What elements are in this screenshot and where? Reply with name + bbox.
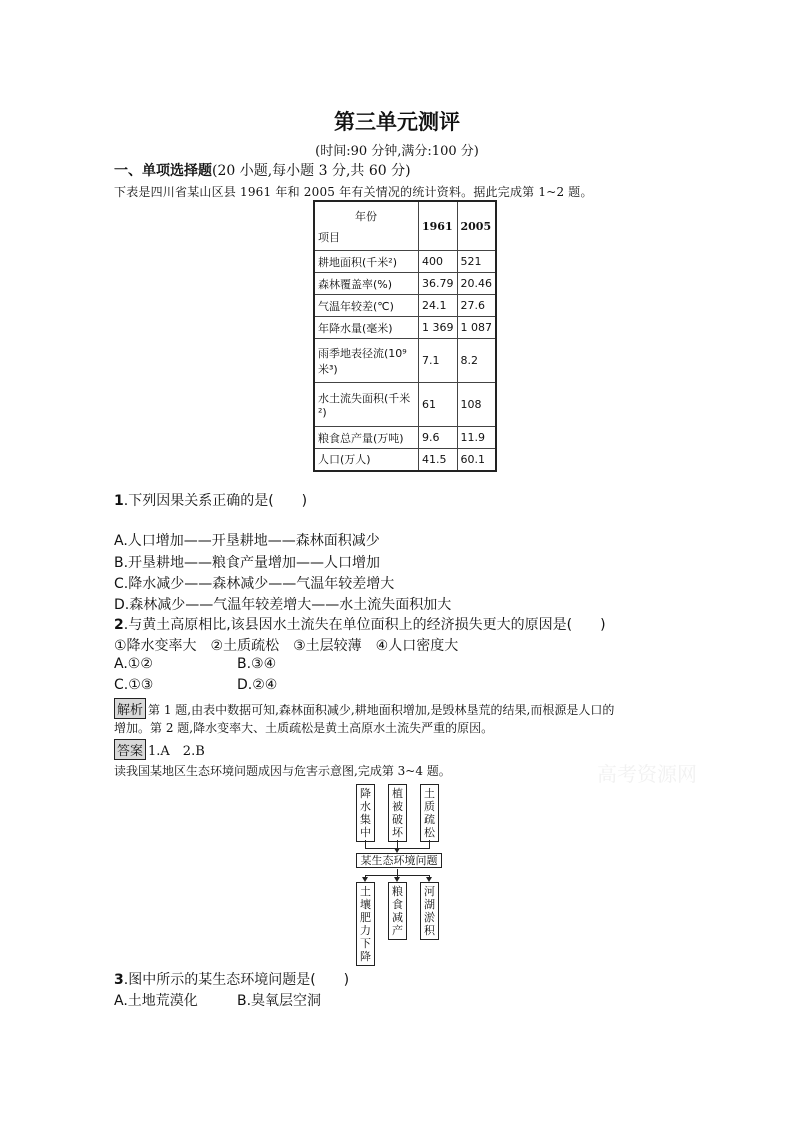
row-value-2005: 20.46 (457, 273, 496, 295)
row-value-1961: 41.5 (419, 449, 458, 471)
row-item: 粮食总产量(万吨) (314, 427, 419, 449)
row-item: 年降水量(毫米) (314, 317, 419, 339)
header-year-2005: 2005 (457, 201, 496, 251)
row-value-1961: 400 (419, 251, 458, 273)
page-title: 第三单元测评 (334, 109, 460, 134)
center-problem-box: 某生态环境问题 (356, 853, 442, 868)
q2-choices: ①降水变率大 ②土质疏松 ③土层较薄 ④人口密度大 (114, 638, 459, 654)
cause-effect-diagram (352, 784, 452, 963)
analysis-line-1 (114, 698, 614, 719)
row-value-2005: 60.1 (457, 449, 496, 471)
section-detail: (20 小题,每小题 3 分,共 60 分) (212, 163, 411, 179)
table-row (314, 251, 496, 273)
row-value-2005: 11.9 (457, 427, 496, 449)
question-text: .图中所示的某生态环境问题是( ) (123, 972, 350, 988)
q2-option-b[interactable]: B.③④ (237, 656, 277, 672)
question-2-stem (114, 614, 606, 634)
header-item-label: 项目 (318, 231, 340, 244)
row-value-1961: 9.6 (419, 427, 458, 449)
row-value-1961: 1 369 (419, 317, 458, 339)
q1-option-c[interactable]: C.降水减少——森林减少——气温年较差增大 (114, 576, 395, 592)
effect-box-1: 土壤肥力下降 (356, 882, 375, 966)
watermark: 高考资源网 (597, 762, 697, 786)
analysis-tag: 解析 (114, 698, 146, 719)
q2-option-d[interactable]: D.②④ (237, 677, 278, 693)
question-3-stem (114, 969, 349, 989)
table-row (314, 449, 496, 471)
section-heading (114, 160, 411, 180)
question-number: 1 (114, 493, 124, 509)
row-item: 森林覆盖率(%) (314, 273, 419, 295)
table-header-row (314, 201, 496, 251)
row-item: 雨季地表径流(10⁹米³) (314, 339, 419, 383)
row-value-1961: 61 (419, 383, 458, 427)
table-row (314, 383, 496, 427)
statistics-table (313, 200, 497, 472)
cause-box-2: 植被破坏 (388, 784, 407, 842)
answer-text: 1.A 2.B (148, 744, 205, 759)
answer-line (114, 739, 205, 760)
q1-option-d[interactable]: D.森林减少——气温年较差增大——水土流失面积加大 (114, 597, 452, 613)
table-row (314, 339, 496, 383)
cause-box-1: 降水集中 (356, 784, 375, 842)
table-row (314, 427, 496, 449)
q1-option-b[interactable]: B.开垦耕地——粮食产量增加——人口增加 (114, 555, 381, 571)
q3-option-b[interactable]: B.臭氧层空洞 (237, 993, 322, 1009)
answer-tag: 答案 (114, 739, 146, 760)
table-corner-cell (314, 201, 419, 251)
question-text: .下列因果关系正确的是( ) (123, 493, 308, 509)
row-value-1961: 7.1 (419, 339, 458, 383)
question-text: .与黄土高原相比,该县因水土流失在单位面积上的经济损失更大的原因是( ) (123, 617, 606, 633)
q3-option-a[interactable]: A.土地荒漠化 (114, 993, 198, 1009)
row-item: 耕地面积(千米²) (314, 251, 419, 273)
table-row (314, 295, 496, 317)
effect-box-3: 河湖淤积 (420, 882, 439, 940)
row-item: 气温年较差(℃) (314, 295, 419, 317)
cause-box-3: 土质疏松 (420, 784, 439, 842)
table-row (314, 273, 496, 295)
diagram-intro: 读我国某地区生态环境问题成因与危害示意图,完成第 3~4 题。 (114, 764, 451, 778)
row-item: 人口(万人) (314, 449, 419, 471)
question-number: 2 (114, 617, 124, 633)
q1-option-a[interactable]: A.人口增加——开垦耕地——森林面积减少 (114, 533, 380, 549)
row-value-2005: 1 087 (457, 317, 496, 339)
header-year-label: 年份 (355, 210, 377, 223)
q2-option-a[interactable]: A.①② (114, 656, 153, 672)
table-row (314, 317, 496, 339)
row-value-1961: 24.1 (419, 295, 458, 317)
section-label: 一、单项选择题 (114, 163, 212, 179)
row-value-2005: 108 (457, 383, 496, 427)
row-value-2005: 8.2 (457, 339, 496, 383)
analysis-text-1: 第 1 题,由表中数据可知,森林面积减少,耕地面积增加,是毁林垦荒的结果,而根源是人口的 (148, 703, 615, 717)
q2-option-c[interactable]: C.①③ (114, 677, 154, 693)
row-item: 水土流失面积(千米²) (314, 383, 419, 427)
question-1-stem (114, 490, 307, 510)
row-value-1961: 36.79 (419, 273, 458, 295)
analysis-line-2: 增加。第 2 题,降水变率大、土质疏松是黄土高原水土流失严重的原因。 (114, 721, 494, 735)
effect-box-2: 粮食减产 (388, 882, 407, 940)
row-value-2005: 521 (457, 251, 496, 273)
exam-info: (时间:90 分钟,满分:100 分) (315, 144, 479, 159)
header-year-1961: 1961 (419, 201, 458, 251)
question-number: 3 (114, 972, 124, 988)
table-intro: 下表是四川省某山区县 1961 年和 2005 年有关情况的统计资料。据此完成第 1~2 题。 (114, 185, 593, 199)
row-value-2005: 27.6 (457, 295, 496, 317)
